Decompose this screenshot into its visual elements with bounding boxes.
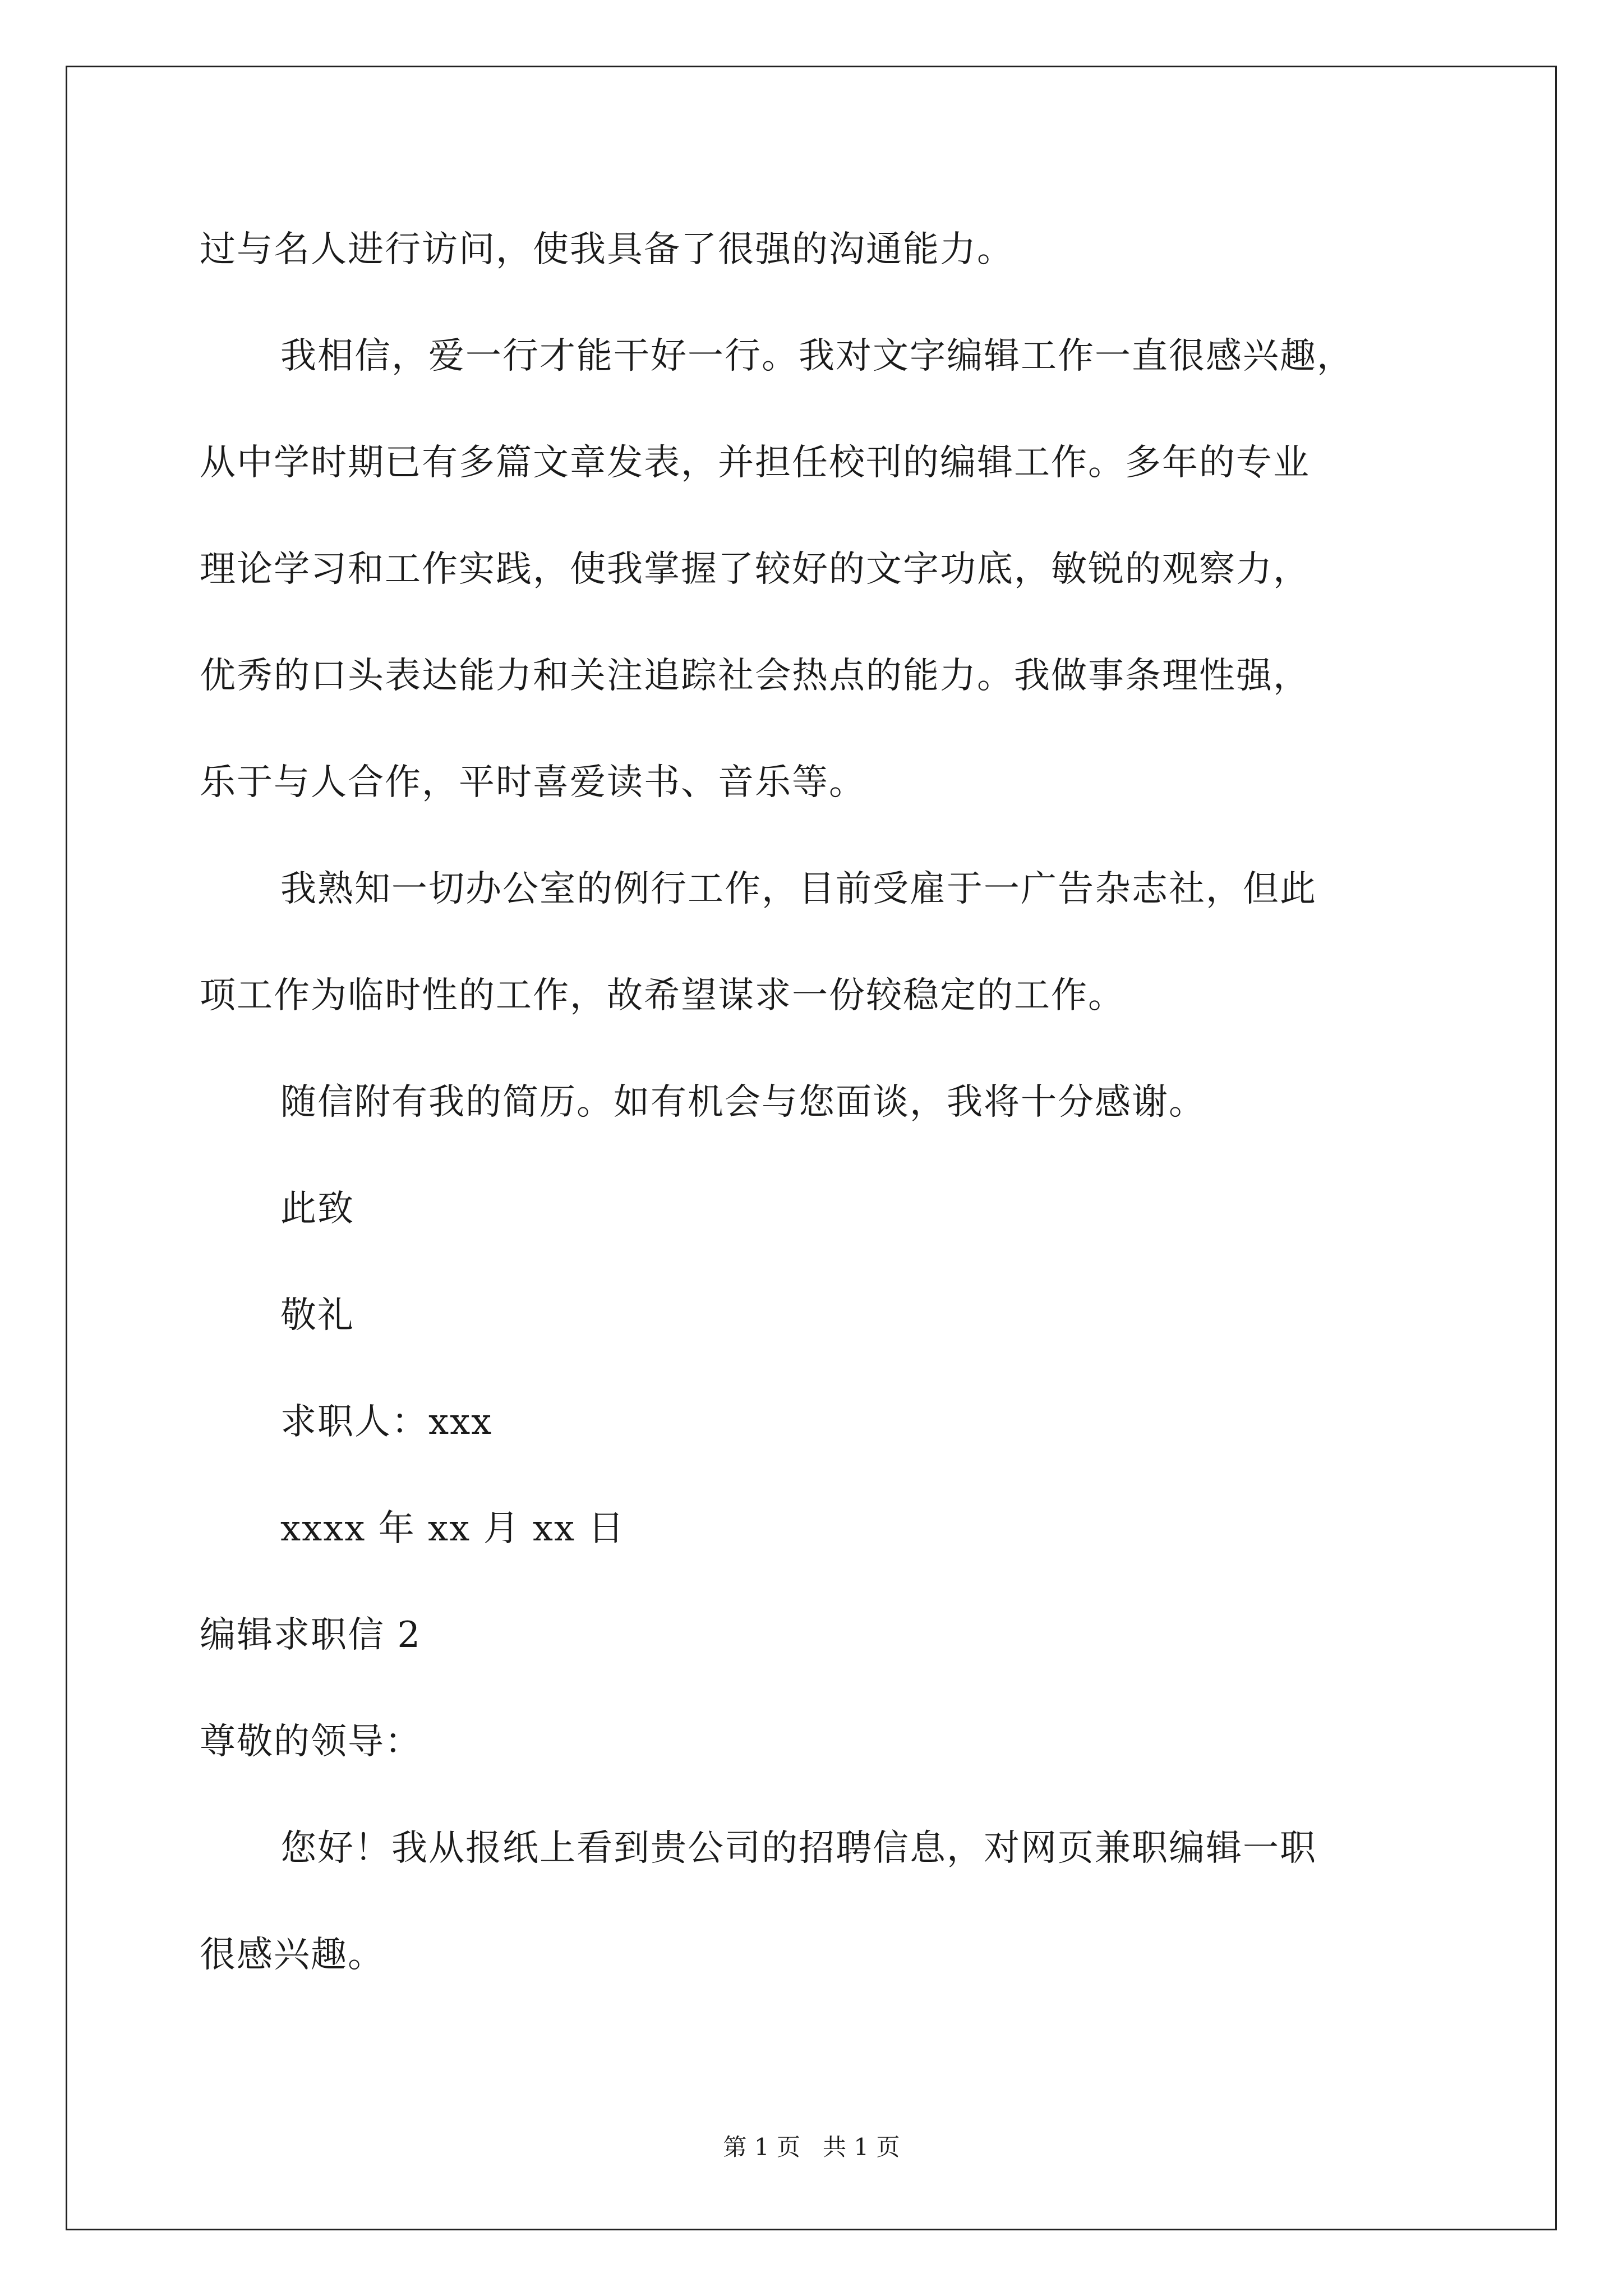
section-heading: 编辑求职信 2 [200,1614,422,1656]
text-line-3: 从中学时期已有多篇文章发表，并担任校刊的编辑工作。多年的专业 [200,442,1310,484]
text-line-5: 优秀的口头表达能力和关注追踪社会热点的能力。我做事条理性强， [200,655,1310,697]
text-line-2: 我相信，爱一行才能干好一行。我对文字编辑工作一直很感兴趣， [280,335,1354,377]
text-line-4: 理论学习和工作实践，使我掌握了较好的文字功底，敏锐的观察力， [200,549,1310,590]
page-border [66,66,1557,2230]
text-line-1: 过与名人进行访问，使我具备了很强的沟通能力。 [200,229,1014,270]
text-line-9: 随信附有我的简历。如有机会与您面谈，我将十分感谢。 [280,1082,1206,1123]
page-footer: 第 1 页 共 1 页 [723,2133,900,2161]
text-line-8: 项工作为临时性的工作，故希望谋求一份较稳定的工作。 [200,975,1125,1016]
signature-line: 求职人：xxx [280,1401,493,1443]
text-line-17: 很感兴趣。 [200,1934,385,1976]
text-line-16: 您好！我从报纸上看到贵公司的招聘信息，对网页兼职编辑一职 [280,1828,1317,1869]
text-line-7: 我熟知一切办公室的例行工作，目前受雇于一广告杂志社，但此 [280,868,1317,910]
salutation-line: 敬礼 [280,1295,354,1336]
text-line-6: 乐于与人合作，平时喜爱读书、音乐等。 [200,762,866,803]
closing-line: 此致 [280,1188,354,1230]
date-line: xxxx 年 xx 月 xx 日 [280,1508,625,1549]
greeting-line: 尊敬的领导： [200,1721,422,1763]
